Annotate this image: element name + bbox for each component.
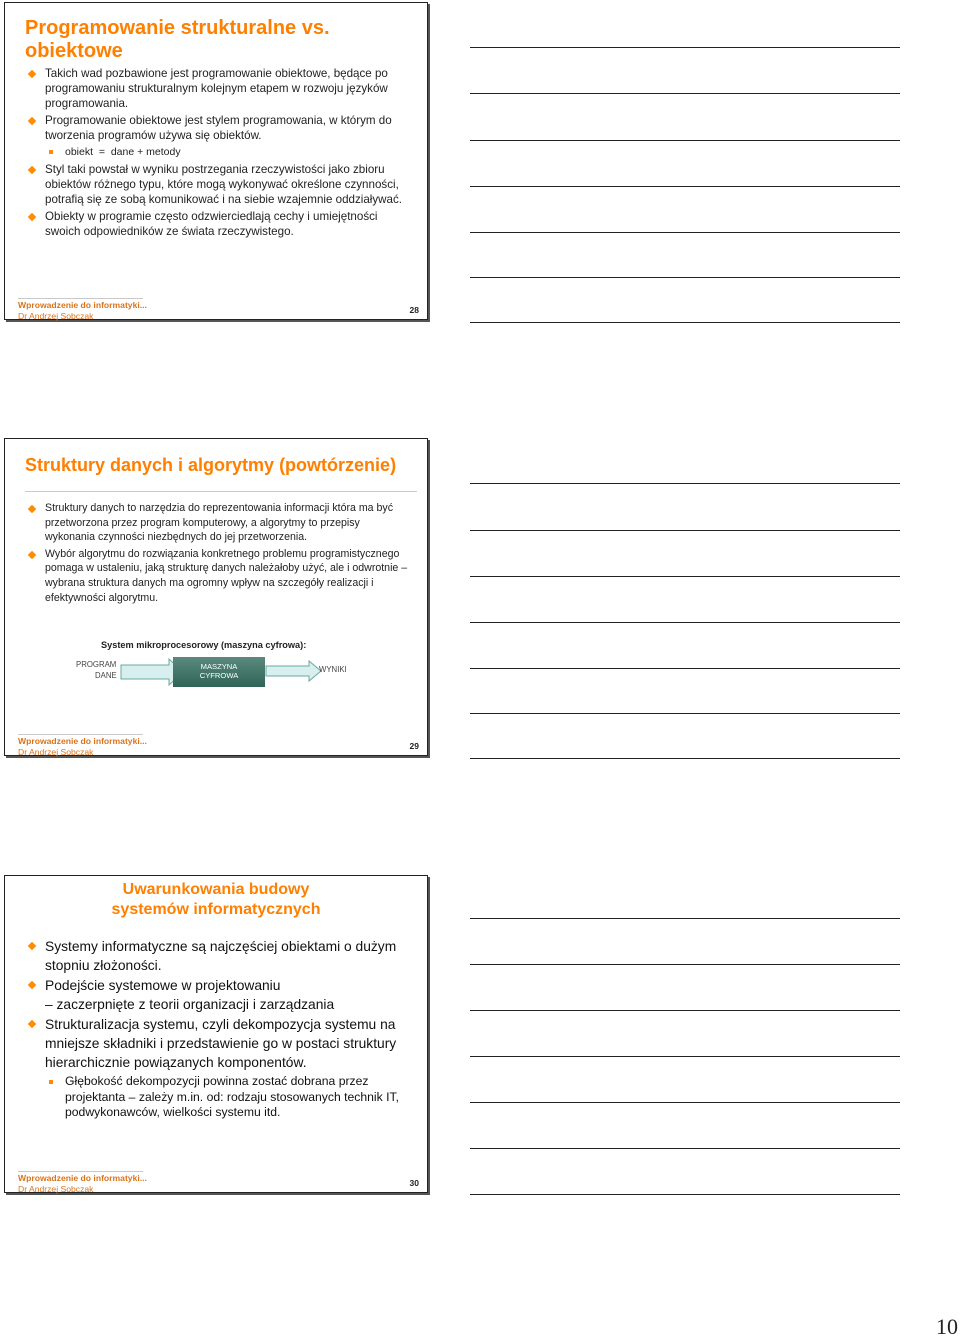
machine-box	[173, 657, 265, 687]
slide-title-line2: systemów informatycznych	[111, 901, 321, 918]
bullet-item: Wybór algorytmu do rozwiązania konkretnego problemu programistycznego pomaga w ustaleniu, jaką strukturę danych należałoby użyć, ale i odwrotnie – wybrana struktura danych ma ogromny wpływ na szczegóły realizacji i efektywności algorytmu.	[27, 547, 409, 605]
slide-30	[4, 875, 428, 1193]
notes-area-1	[470, 0, 900, 330]
footer-course: Wprowadzenie do informatyki...	[18, 736, 147, 746]
note-line	[470, 530, 900, 531]
footer-course: Wprowadzenie do informatyki...	[18, 300, 147, 310]
slide-title	[5, 880, 427, 920]
bullet-list	[27, 66, 409, 241]
note-line	[470, 93, 900, 94]
diamond-bullet-icon	[28, 981, 36, 989]
output-label: WYNIKI	[319, 665, 347, 674]
footer-divider	[18, 734, 143, 735]
note-line	[470, 483, 900, 484]
note-line	[470, 758, 900, 759]
note-line	[470, 322, 900, 323]
bullet-item: Systemy informatyczne są najczęściej obiektami o dużym stopniu złożoności.	[27, 938, 409, 975]
footer-course: Wprowadzenie do informatyki...	[18, 1173, 147, 1183]
note-line	[470, 622, 900, 623]
bullet-item: Takich wad pozbawione jest programowanie obiektowe, będące po programowaniu strukturalnym kolejnym etapem w rozwoju języków programowania.	[27, 66, 409, 111]
output-arrow-icon	[265, 659, 323, 683]
diamond-bullet-icon	[28, 117, 36, 125]
sub-bullet-item: obiekt = dane + metody	[27, 145, 409, 160]
footer-divider	[18, 298, 143, 299]
note-line	[470, 1056, 900, 1057]
notes-area-2	[470, 430, 900, 770]
footer-author: Dr Andrzej Sobczak	[18, 1184, 94, 1194]
note-line	[470, 140, 900, 141]
diamond-bullet-icon	[28, 1020, 36, 1028]
footer-author: Dr Andrzej Sobczak	[18, 747, 94, 757]
note-line	[470, 964, 900, 965]
diamond-bullet-icon	[28, 166, 36, 174]
sub-bullet-item: Głębokość dekompozycji powinna zostać dobrana przez projektanta – zależy m.in. od: rodzaju stosowanych technik IT, podwykonawców, wielkości systemu itd.	[27, 1074, 409, 1121]
title-divider	[25, 491, 417, 492]
note-line	[470, 576, 900, 577]
slide-title: Struktury danych i algorytmy (powtórzenie)	[25, 455, 397, 475]
diamond-bullet-icon	[28, 70, 36, 78]
bullet-item: Styl taki powstał w wyniku postrzegania rzeczywistości jako zbioru obiektów różnego typu, które mogą wykonywać określone czynności, potrafią się ze sobą komunikować i na siebie wzajemnie oddziaływać.	[27, 162, 409, 207]
slide-29	[4, 438, 428, 756]
diamond-bullet-icon	[28, 505, 36, 513]
machine-label-line2: CYFROWA	[199, 671, 239, 680]
diamond-bullet-icon	[28, 942, 36, 950]
note-line	[470, 47, 900, 48]
bullet-item: Programowanie obiektowe jest stylem programowania, w którym do tworzenia programów używa się obiektów.	[27, 113, 409, 143]
note-line	[470, 232, 900, 233]
input-program-label: PROGRAM	[76, 660, 117, 669]
note-line	[470, 713, 900, 714]
square-bullet-icon	[49, 1080, 53, 1084]
page-number: 29	[409, 741, 419, 751]
input-data-label: DANE	[95, 671, 117, 680]
bullet-item: Podejście systemowe w projektowaniu – zaczerpnięte z teorii organizacji i zarządzania	[27, 977, 409, 1014]
slide-title-line1: Uwarunkowania budowy	[122, 881, 310, 898]
diamond-bullet-icon	[28, 213, 36, 221]
bullet-item: Struktury danych to narzędzia do reprezentowania informacji która ma być przetworzona przez program komputerowy, a algorytmy to przepisy wykonania czynności niezbędnych do jej przetworzenia.	[27, 501, 409, 545]
slide-title: Programowanie strukturalne vs. obiektowe	[25, 17, 330, 62]
note-line	[470, 277, 900, 278]
note-line	[470, 1148, 900, 1149]
bullet-list	[27, 501, 409, 607]
footer-divider	[18, 1171, 143, 1172]
bullet-list	[27, 938, 409, 1123]
notes-area-3	[470, 870, 900, 1210]
note-line	[470, 186, 900, 187]
square-bullet-icon	[49, 150, 53, 154]
page-number: 28	[409, 305, 419, 315]
page-number: 30	[409, 1178, 419, 1188]
bullet-item: Strukturalizacja systemu, czyli dekompozycja systemu na mniejsze składniki i przedstawienie go w postaci struktury hierarchicznie powiązanych komponentów.	[27, 1016, 409, 1072]
bullet-item: Obiekty w programie często odzwierciedlają cechy i umiejętności swoich odpowiedników ze świata rzeczywistego.	[27, 209, 409, 239]
slide-28	[4, 2, 428, 320]
note-line	[470, 1102, 900, 1103]
diagram-title: System mikroprocesorowy (maszyna cyfrowa):	[101, 640, 307, 650]
footer-author: Dr Andrzej Sobczak	[18, 311, 94, 321]
diamond-bullet-icon	[28, 551, 36, 559]
note-line	[470, 918, 900, 919]
note-line	[470, 1010, 900, 1011]
note-line	[470, 1194, 900, 1195]
machine-label-line1: MASZYNA	[200, 662, 238, 671]
note-line	[470, 668, 900, 669]
sheet-page-number: 10	[936, 1314, 958, 1339]
